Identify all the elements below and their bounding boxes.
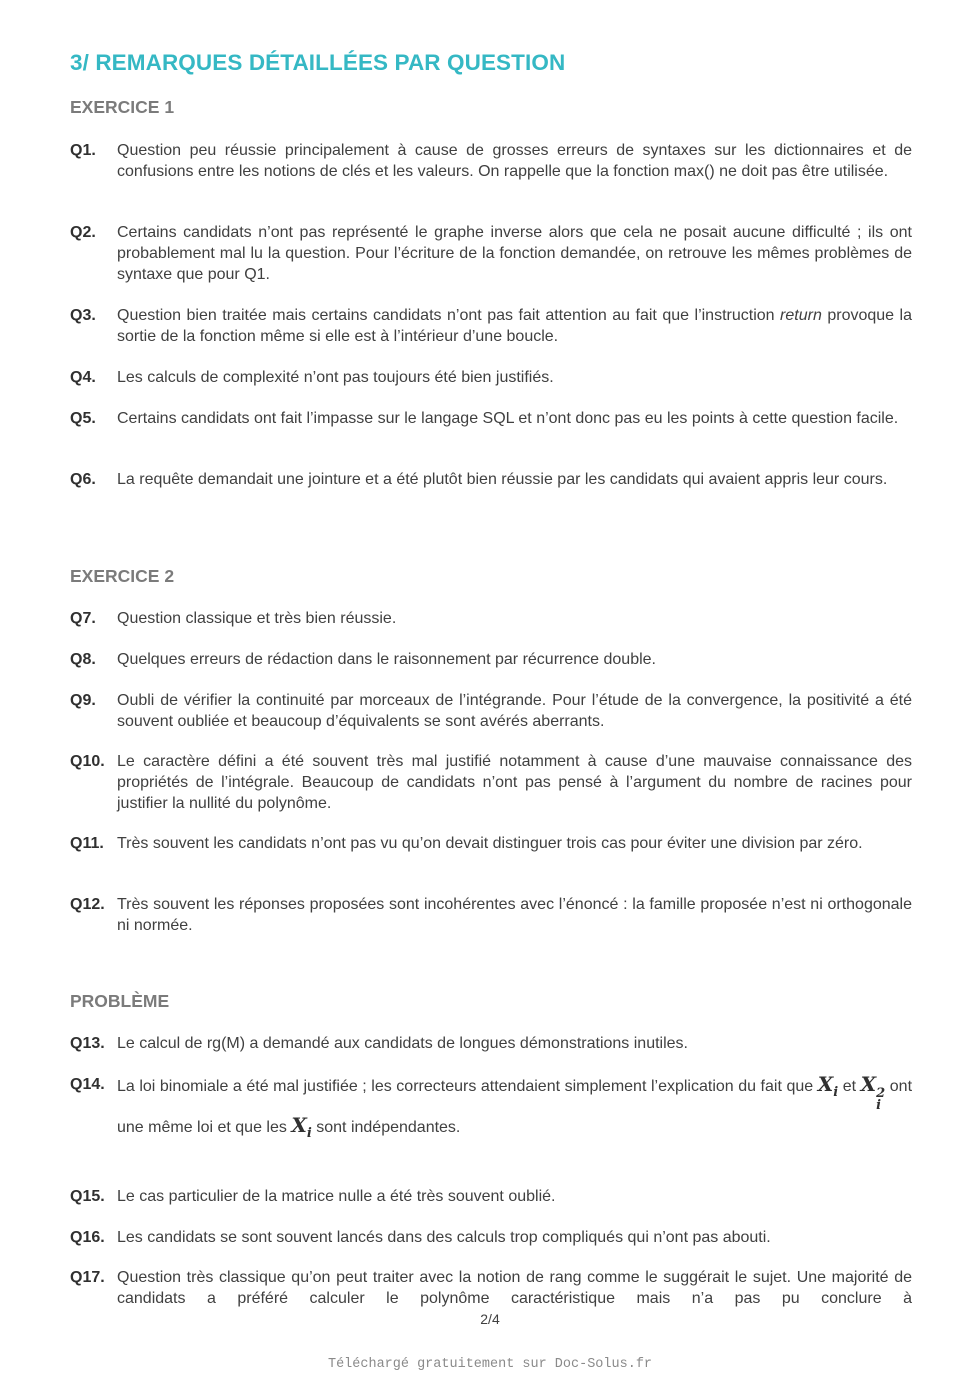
question-item — [70, 833, 912, 854]
remark-text: Question bien traitée mais certains candidats n’ont pas fait attention au fait que l’instruction — [117, 307, 781, 324]
question-item — [70, 367, 912, 388]
question-remark — [117, 305, 912, 347]
question-number: Q4. — [70, 369, 96, 386]
remark-text: ont une même loi et que les — [117, 1078, 913, 1136]
question-remark: Les candidats se sont souvent lancés dans des calculs trop compliqués qui n’ont pas abouti. — [117, 1229, 771, 1246]
question-remark: Question classique et très bien réussie. — [117, 610, 397, 627]
math-x-i: $X_i$ — [817, 1072, 839, 1100]
question-remark: Le caractère défini a été souvent très mal justifié notamment à cause d’une mauvaise connaissance des propriétés de l’intégrale. Beaucoup de candidats n’ont pas pensé à l’argument du nombre de racines pour justifier la nullité du polynôme. — [117, 753, 912, 812]
question-item — [70, 649, 912, 670]
remark-text: et — [838, 1078, 861, 1095]
question-number: Q16. — [70, 1229, 105, 1246]
question-remark: Les calculs de complexité n’ont pas toujours été bien justifiés. — [117, 369, 554, 386]
question-item — [70, 305, 912, 347]
question-remark: Très souvent les candidats n’ont pas vu qu’on devait distinguer trois cas pour éviter une division par zéro. — [117, 835, 863, 852]
question-number: Q12. — [70, 896, 105, 913]
question-number: Q3. — [70, 307, 96, 324]
question-item — [70, 1074, 912, 1147]
question-item — [70, 894, 912, 936]
question-item — [70, 1033, 912, 1054]
question-number: Q8. — [70, 651, 96, 668]
question-remark: Oubli de vérifier la continuité par morceaux de l’intégrande. Pour l’étude de la convergence, la positivité a été souvent oubliée et beaucoup d’équivalents se sont avérés aberrants. — [117, 692, 912, 730]
question-number: Q5. — [70, 410, 96, 427]
question-item — [70, 690, 912, 732]
question-number: Q11. — [70, 835, 104, 852]
question-number: Q7. — [70, 610, 96, 627]
section-heading-exercice-1: EXERCICE 1 — [70, 97, 175, 117]
question-number: Q2. — [70, 224, 96, 241]
question-number: Q15. — [70, 1188, 105, 1205]
question-number: Q14. — [70, 1076, 105, 1093]
question-remark: Certains candidats ont fait l’impasse sur le langage SQL et n’ont donc pas eu les points à cette question facile. — [117, 410, 899, 427]
page-number: 2/4 — [480, 1311, 500, 1327]
question-remark: Question peu réussie principalement à cause de grosses erreurs de syntaxes sur les dictionnaires et de confusions entre les notions de clés et les valeurs. On rappelle que la fonction max() ne doit pas être utilisée. — [117, 142, 912, 180]
math-x-i: $X_i$ — [291, 1113, 312, 1141]
section-heading-exercice-2: EXERCICE 2 — [70, 566, 175, 586]
remark-text: provoque la sortie de la fonction même si elle est à l’intérieur d’une boucle. — [117, 307, 913, 345]
question-number: Q9. — [70, 692, 96, 709]
question-remark — [117, 1071, 912, 1147]
question-number: Q10. — [70, 753, 105, 770]
section-heading-probleme: PROBLÈME — [70, 991, 170, 1011]
question-number: Q13. — [70, 1035, 105, 1052]
remark-text: sont indépendantes. — [311, 1119, 461, 1136]
question-remark: Le cas particulier de la matrice nulle a été très souvent oublié. — [117, 1188, 556, 1205]
remark-text: La loi binomiale a été mal justifiée ; les correcteurs attendaient simplement l’explication du fait que — [117, 1078, 818, 1095]
question-remark: La requête demandait une jointure et a été plutôt bien réussie par les candidats qui avaient appris leur cours. — [117, 471, 888, 488]
question-item — [70, 140, 912, 182]
question-remark: Le calcul de rg(M) a demandé aux candidats de longues démonstrations inutiles. — [117, 1035, 688, 1052]
footer-download-note: Téléchargé gratuitement sur Doc-Solus.fr — [327, 1357, 653, 1372]
question-remark: Très souvent les réponses proposées sont incohérentes avec l’énoncé : la famille proposée n’est ni orthogonale ni normée. — [117, 896, 912, 934]
math-x-i-squared: X 2 i — [860, 1072, 886, 1113]
question-number: Q1. — [70, 142, 96, 159]
question-item — [70, 608, 912, 629]
page-title: 3/ REMARQUES DÉTAILLÉES PAR QUESTION — [70, 50, 566, 75]
question-item — [70, 1227, 912, 1248]
question-item — [70, 751, 912, 814]
question-item — [70, 1267, 912, 1309]
question-remark: Quelques erreurs de rédaction dans le raisonnement par récurrence double. — [117, 651, 656, 668]
question-remark: Certains candidats n’ont pas représenté le graphe inverse alors que cela ne posait aucune difficulté ; ils ont probablement mal lu la question. Pour l’écriture de la fonction demandée, on retrouve les mêmes problèmes de syntaxe que pour Q1. — [117, 224, 912, 283]
question-item — [70, 1186, 912, 1207]
question-item — [70, 222, 912, 285]
question-remark: Question très classique qu’on peut traiter avec la notion de rang comme le suggérait le sujet. Une majorité de candidats a préféré calculer le polynôme caractéristique mais n’a pas pu conclure à — [117, 1269, 912, 1307]
question-number: Q6. — [70, 471, 96, 488]
code-keyword: return — [780, 307, 822, 324]
question-item — [70, 408, 912, 429]
question-number: Q17. — [70, 1269, 105, 1286]
question-item — [70, 469, 912, 490]
